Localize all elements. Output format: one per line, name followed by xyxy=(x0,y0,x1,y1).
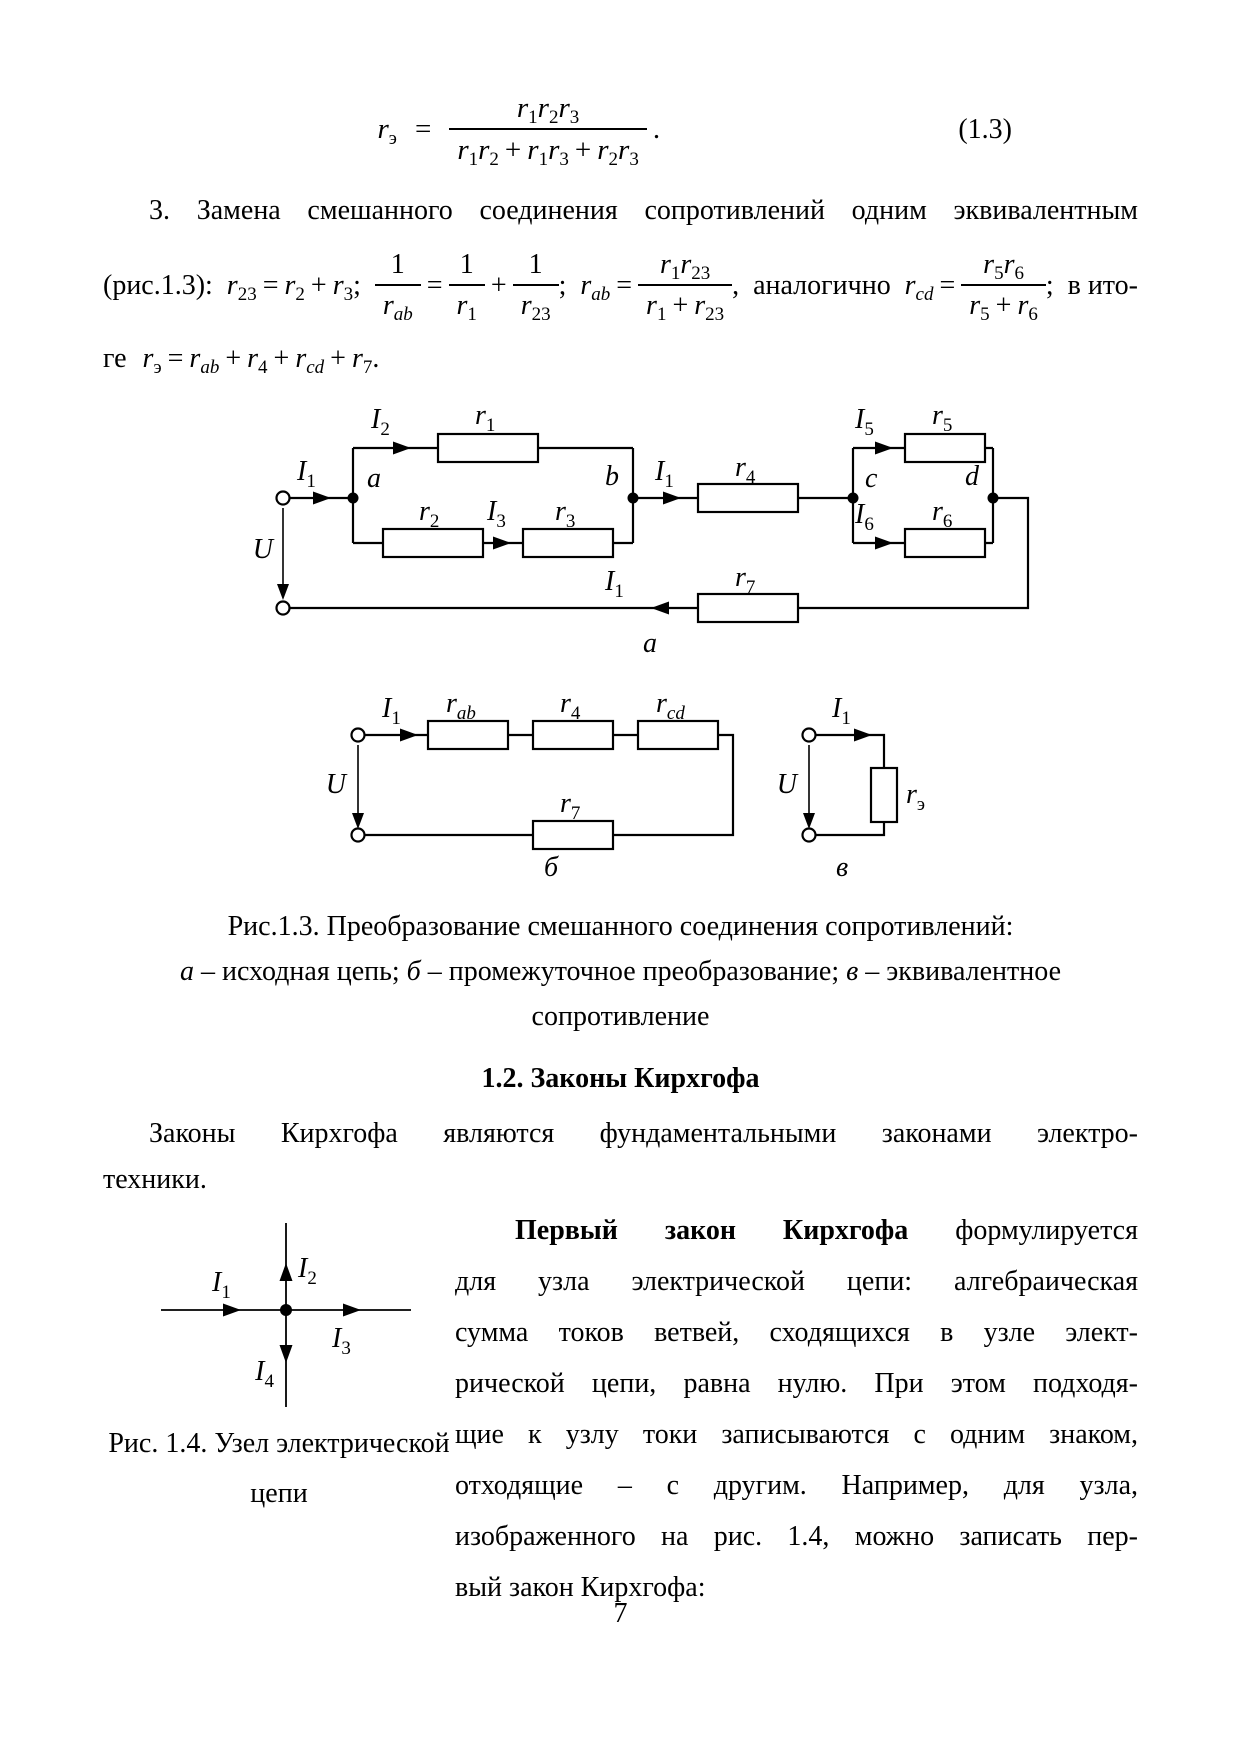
arrow-i1-mid xyxy=(663,491,681,504)
node-d xyxy=(988,492,999,503)
label-U: U xyxy=(252,533,273,565)
resistor-r6 xyxy=(905,529,985,557)
word-analogichno: аналогично xyxy=(753,269,891,301)
label-r6: $r_6$ xyxy=(932,495,953,532)
arrow-i2 xyxy=(280,1263,293,1281)
kirchhoff-line1: Первый закон Кирхгофа формулируется xyxy=(515,1214,1138,1246)
label-r7: $r_7$ xyxy=(560,787,581,824)
equals-sign: = xyxy=(414,113,432,146)
eq-r-equiv-sum: $r_э$ = $r_{ab}$ + $r_4$ + $r_{cd}$ + $r_7$ . xyxy=(142,342,380,378)
kirchhoff-line3: сумма токов ветвей, сходящихся в узле элект- xyxy=(455,1316,1138,1348)
figure-letter-a: а xyxy=(643,627,657,658)
kirchhoff-line4: рической цепи, равна нулю. При этом подходя- xyxy=(455,1367,1138,1399)
node-label-c: c xyxy=(865,462,878,494)
kirchhoff-line6: отходящие – с другим. Например, для узла, xyxy=(455,1469,1138,1501)
resistor-r2 xyxy=(383,529,483,557)
node-label-a: a xyxy=(367,462,381,494)
label-I6: $I_6$ xyxy=(855,498,874,535)
paragraph-3-line1: 3. Замена смешанного соединения сопротивлений одним эквивалентным xyxy=(149,194,1138,226)
figure-letter-v: в xyxy=(836,851,849,880)
label-U: U xyxy=(776,768,797,800)
caption-line2: а – исходная цепь; б – промежуточное преобразование; в – эквивалентное xyxy=(180,955,1061,987)
label-rcd: $r_{cd}$ xyxy=(656,689,685,724)
resistor-r4 xyxy=(698,484,798,512)
arrow-i1-return xyxy=(651,601,669,614)
label-I1-mid: $I_1$ xyxy=(655,455,674,492)
equation-1-3 xyxy=(103,92,1138,171)
label-r1: $r_1$ xyxy=(475,399,496,436)
arrow-i6 xyxy=(875,536,893,549)
section-1-2-title: 1.2. Законы Кирхгофа xyxy=(481,1062,760,1094)
label-I2: $I_2$ xyxy=(371,403,390,440)
left-column xyxy=(103,1205,455,1613)
page-content xyxy=(0,92,1241,1613)
label-U: U xyxy=(325,768,346,800)
label-r7: $r_7$ xyxy=(735,561,756,598)
caption-line3: сопротивление xyxy=(531,1000,710,1032)
resistor-r7 xyxy=(533,821,613,849)
paragraph-3-line3 xyxy=(103,336,1138,382)
terminal-bottom xyxy=(803,828,816,841)
eq-rab: $r_{ab}$ = $\frac{r_1r_{23}}{r_1 + r_{23}}$ , xyxy=(580,249,740,326)
eq-rcd: $r_{cd}$ = $\frac{r_5r_6}{r_5 + r_6}$ ; xyxy=(904,249,1054,326)
label-I4: $I_4$ xyxy=(255,1355,274,1392)
resistor-re xyxy=(871,768,897,822)
terminal-top xyxy=(277,491,290,504)
arrow-i1 xyxy=(400,728,418,741)
label-I5: $I_5$ xyxy=(855,403,874,440)
arrow-i1 xyxy=(223,1303,241,1316)
page-number: 7 xyxy=(613,1598,628,1629)
equation-number: (1.3) xyxy=(958,113,1012,145)
label-I1: $I_1$ xyxy=(382,692,401,729)
node-dot xyxy=(280,1304,292,1316)
arrow-i1 xyxy=(854,728,872,741)
arrow-i2 xyxy=(393,441,411,454)
label-I1: $I_1$ xyxy=(832,692,851,729)
terminal-bottom xyxy=(277,601,290,614)
kirchhoff-line7: изображенного на рис. 1.4, можно записать пер- xyxy=(455,1520,1138,1552)
label-r3: $r_3$ xyxy=(555,495,576,532)
node-label-d: d xyxy=(965,460,979,492)
ref-ris-1-3: (рис.1.3): xyxy=(103,269,213,301)
two-column-block xyxy=(103,1205,1138,1613)
arrow-i3 xyxy=(343,1303,361,1316)
intro-line2: техники. xyxy=(103,1163,207,1195)
word-ge: ге xyxy=(103,342,127,374)
label-I3: $I_3$ xyxy=(487,495,506,532)
kirchhoff-line5: щие к узлу токи записываются с одним знаком, xyxy=(455,1418,1138,1450)
node-a xyxy=(348,492,359,503)
label-I1-return: $I_1$ xyxy=(605,565,624,602)
node-label-b: b xyxy=(605,460,619,492)
label-r2: $r_2$ xyxy=(419,495,440,532)
label-I3: $I_3$ xyxy=(332,1322,351,1359)
arrow-i1-in xyxy=(313,491,331,504)
intro-line1: Законы Кирхгофа являются фундаментальными законами электро- xyxy=(149,1117,1138,1149)
node-b xyxy=(628,492,639,503)
figure-letter-b: б xyxy=(544,851,559,880)
word-v-ito: в ито- xyxy=(1067,269,1138,301)
equation-1-3-body xyxy=(377,92,661,171)
figure-1-3b-circuit xyxy=(318,690,748,880)
u-arrow-head xyxy=(803,813,815,829)
label-r5: $r_5$ xyxy=(932,399,953,436)
sym-r-equiv: $r_э$ xyxy=(377,113,397,150)
figure-1-4-node xyxy=(146,1215,426,1415)
figure-1-3v-circuit xyxy=(774,690,954,880)
label-re: $r_э$ xyxy=(906,778,926,815)
eq-reciprocal: $\frac{1}{r_{ab}}$ = $\frac{1}{r_1}$ + $\frac{1}{r_{23}}$ ; xyxy=(375,249,567,322)
eq-r23: $r_{23}$ = $r_2$ + $r_3$ ; xyxy=(226,269,361,305)
label-rab: $r_{ab}$ xyxy=(446,689,476,724)
right-column xyxy=(455,1205,1138,1613)
kirchhoff-line8: вый закон Кирхгофа: xyxy=(455,1571,706,1603)
figure-1-4-caption: Рис. 1.4. Узел электрической цепи xyxy=(108,1427,450,1509)
figure-1-3-bv-row xyxy=(103,690,1138,880)
terminal-bottom xyxy=(352,828,365,841)
arrow-i3 xyxy=(493,536,511,549)
period: . xyxy=(652,113,661,146)
fraction-1-3: $\frac{r_1r_2r_3}{r_1r_2 + r_1r_3 + r_2r_3}$ xyxy=(449,92,647,168)
resistor-rab xyxy=(428,721,508,749)
arrow-i4 xyxy=(280,1345,293,1363)
label-I1: $I_1$ xyxy=(297,455,316,492)
label-I2: $I_2$ xyxy=(298,1252,317,1289)
label-r4: $r_4$ xyxy=(560,689,581,724)
terminal-top xyxy=(352,728,365,741)
resistor-r1 xyxy=(438,434,538,462)
caption-line1: Рис.1.3. Преобразование смешанного соединения сопротивлений: xyxy=(227,910,1014,942)
resistor-r5 xyxy=(905,434,985,462)
label-r4: $r_4$ xyxy=(735,451,756,488)
resistor-r7 xyxy=(698,594,798,622)
arrow-i5 xyxy=(875,441,893,454)
resistor-rcd xyxy=(638,721,718,749)
figure-1-3-caption xyxy=(103,904,1138,1039)
resistor-r4 xyxy=(533,721,613,749)
label-I1: $I_1$ xyxy=(212,1266,231,1303)
kirchhoff-line2: для узла электрической цепи: алгебраическая xyxy=(455,1265,1138,1297)
u-arrow-head xyxy=(277,584,289,600)
resistor-r3 xyxy=(523,529,613,557)
figure-1-3a-circuit xyxy=(243,388,1033,658)
terminal-top xyxy=(803,728,816,741)
paragraph-3-line2 xyxy=(103,240,1138,332)
u-arrow-head xyxy=(352,813,364,829)
